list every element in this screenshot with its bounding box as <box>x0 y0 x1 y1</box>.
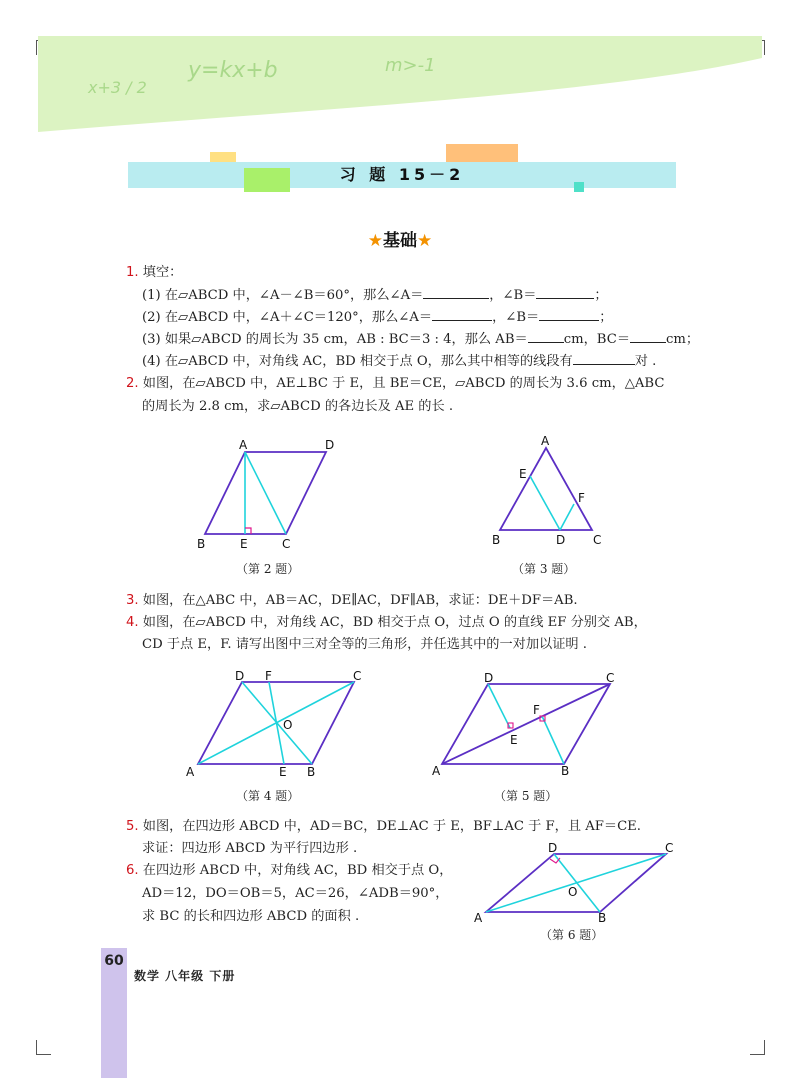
label-b: B <box>598 911 607 925</box>
item-text: ； <box>594 288 608 303</box>
problem-text: 求证：四边形 ABCD 为平行四边形 . <box>142 841 358 856</box>
deco-block-teal <box>574 182 584 192</box>
label-d: D <box>556 533 566 547</box>
problem-text: AD＝12，DO＝OB＝5，AC＝26，∠ADB＝90°， <box>142 886 449 901</box>
item-text: ，∠B＝ <box>492 310 540 325</box>
problem-number: 2. <box>126 376 139 391</box>
label-b: B <box>492 533 501 547</box>
segment-df <box>560 504 574 530</box>
answer-blank[interactable] <box>528 330 564 343</box>
problem-text: 如图，在▱ABCD 中，AE⊥BC 于 E，且 BE＝CE，▱ABCD 的周长为 3.6 cm，△ABC <box>142 376 665 391</box>
label-c: C <box>282 537 291 551</box>
label-a: A <box>186 765 195 779</box>
segment-de <box>530 476 560 530</box>
problem-4-line-2 <box>142 634 587 656</box>
label-f: F <box>533 703 540 717</box>
problem-number: 3. <box>126 593 139 608</box>
segment-ac <box>245 452 286 534</box>
crop-mark-bottom-right <box>750 1040 765 1055</box>
item-text: cm，BC＝ <box>563 332 631 347</box>
deco-block-green <box>244 168 290 192</box>
exercise-title: 习 题 15－2 <box>339 165 465 184</box>
figure-4-caption: （第 4 题） <box>236 789 300 803</box>
label-e: E <box>519 467 527 481</box>
item-text: (1) 在▱ABCD 中，∠A－∠B＝60°，那么∠A＝ <box>142 288 424 303</box>
figure-3-caption: （第 3 题） <box>512 562 576 576</box>
diagonal-bd <box>554 854 600 912</box>
right-angle-mark <box>245 528 251 534</box>
label-f: F <box>578 491 585 505</box>
answer-blank[interactable] <box>536 286 594 299</box>
deco-block-orange <box>446 144 518 164</box>
label-c: C <box>593 533 602 547</box>
answer-blank[interactable] <box>630 330 666 343</box>
label-b: B <box>197 537 206 551</box>
label-o: O <box>283 718 293 732</box>
problem-text: 在四边形 ABCD 中，对角线 AC，BD 相交于点 O， <box>142 863 453 878</box>
book-title: 数学 八年级 下册 <box>134 969 236 983</box>
item-text: 对 . <box>634 354 657 369</box>
figure-2-caption: （第 2 题） <box>236 562 300 576</box>
answer-blank[interactable] <box>573 352 635 365</box>
problem-3 <box>126 590 578 612</box>
problem-2-line-1 <box>126 373 664 395</box>
label-a: A <box>239 438 248 452</box>
item-text: (4) 在▱ABCD 中，对角线 AC，BD 相交于点 O，那么其中相等的线段有 <box>142 354 573 369</box>
label-e: E <box>240 537 248 551</box>
problem-number: 4. <box>126 615 139 630</box>
label-c: C <box>606 671 615 685</box>
segment-ef <box>269 682 284 764</box>
star-icon: ★ <box>417 231 433 251</box>
item-text: cm； <box>666 332 700 347</box>
problem-number: 1. <box>126 265 139 280</box>
figure-5 <box>428 668 628 783</box>
item-text: (2) 在▱ABCD 中，∠A＋∠C＝120°，那么∠A＝ <box>142 310 433 325</box>
label-d: D <box>484 671 494 685</box>
problem-6-line-3 <box>142 906 359 928</box>
label-a: A <box>541 434 550 448</box>
problem-1-item-4 <box>142 351 656 373</box>
page-number: 60 <box>104 953 124 969</box>
figure-5-caption: （第 5 题） <box>494 789 558 803</box>
triangle-abc <box>500 448 592 530</box>
figure-6 <box>470 840 680 925</box>
label-d: D <box>548 841 558 855</box>
figure-6-caption: （第 6 题） <box>540 928 604 942</box>
figure-3 <box>486 432 616 562</box>
problem-6-line-1 <box>126 860 452 882</box>
item-text: ，∠B＝ <box>489 288 537 303</box>
problem-4-line-1 <box>126 612 647 634</box>
label-a: A <box>474 911 483 925</box>
problem-1-heading <box>126 262 182 284</box>
problem-text: 如图，在△ABC 中，AB＝AC，DE∥AC，DF∥AB，求证：DE＋DF＝AB. <box>142 593 578 608</box>
problem-5-line-2 <box>142 838 357 860</box>
figure-2 <box>190 432 350 562</box>
label-c: C <box>665 841 674 855</box>
crop-mark-bottom-left <box>36 1040 51 1055</box>
answer-blank[interactable] <box>432 308 492 321</box>
answer-blank[interactable] <box>539 308 599 321</box>
item-text: (3) 如果▱ABCD 的周长为 35 cm，AB : BC＝3 : 4，那么 AB＝ <box>142 332 528 347</box>
problem-1-item-3 <box>142 329 699 351</box>
label-d: D <box>235 669 245 683</box>
section-title: 基础 <box>383 231 417 251</box>
handwriting-inequality: m>-1 <box>385 55 436 76</box>
item-text: ； <box>599 310 613 325</box>
segment-de <box>488 684 510 728</box>
problem-2-line-2 <box>142 396 453 418</box>
star-icon: ★ <box>367 231 383 251</box>
answer-blank[interactable] <box>423 286 489 299</box>
diagonal-ac <box>442 684 610 764</box>
problem-6-line-2 <box>142 883 448 905</box>
label-a: A <box>432 764 441 778</box>
problem-number: 5. <box>126 819 139 834</box>
figure-4 <box>180 668 380 783</box>
label-e: E <box>279 765 287 779</box>
label-d: D <box>325 438 335 452</box>
problem-text: 如图，在四边形 ABCD 中，AD＝BC，DE⊥AC 于 E，BF⊥AC 于 F，且 AF＝CE. <box>142 819 642 834</box>
problem-5-line-1 <box>126 816 641 838</box>
label-f: F <box>265 669 272 683</box>
handwriting-fraction: x+3 / 2 <box>88 78 147 97</box>
label-o: O <box>568 885 578 899</box>
label-b: B <box>307 765 316 779</box>
label-c: C <box>353 669 362 683</box>
problem-number: 6. <box>126 863 139 878</box>
problem-1-item-2 <box>142 307 612 329</box>
problem-text: CD 于点 E，F. 请写出图中三对全等的三角形，并任选其中的一对加以证明 . <box>142 637 587 652</box>
segment-bf <box>542 716 564 764</box>
problem-text: 求 BC 的长和四边形 ABCD 的面积 . <box>142 909 360 924</box>
exercise-title-bar <box>128 162 676 188</box>
problem-text: 的周长为 2.8 cm，求▱ABCD 的各边长及 AE 的长 . <box>142 399 454 414</box>
section-heading <box>0 226 800 251</box>
problem-text: 填空： <box>142 265 183 280</box>
handwriting-equation: y=kx+b <box>188 58 278 83</box>
label-b: B <box>561 764 570 778</box>
label-e: E <box>510 733 518 747</box>
problem-1-item-1 <box>142 285 608 307</box>
problem-text: 如图，在▱ABCD 中，对角线 AC，BD 相交于点 O，过点 O 的直线 EF 分别交 AB， <box>142 615 647 630</box>
